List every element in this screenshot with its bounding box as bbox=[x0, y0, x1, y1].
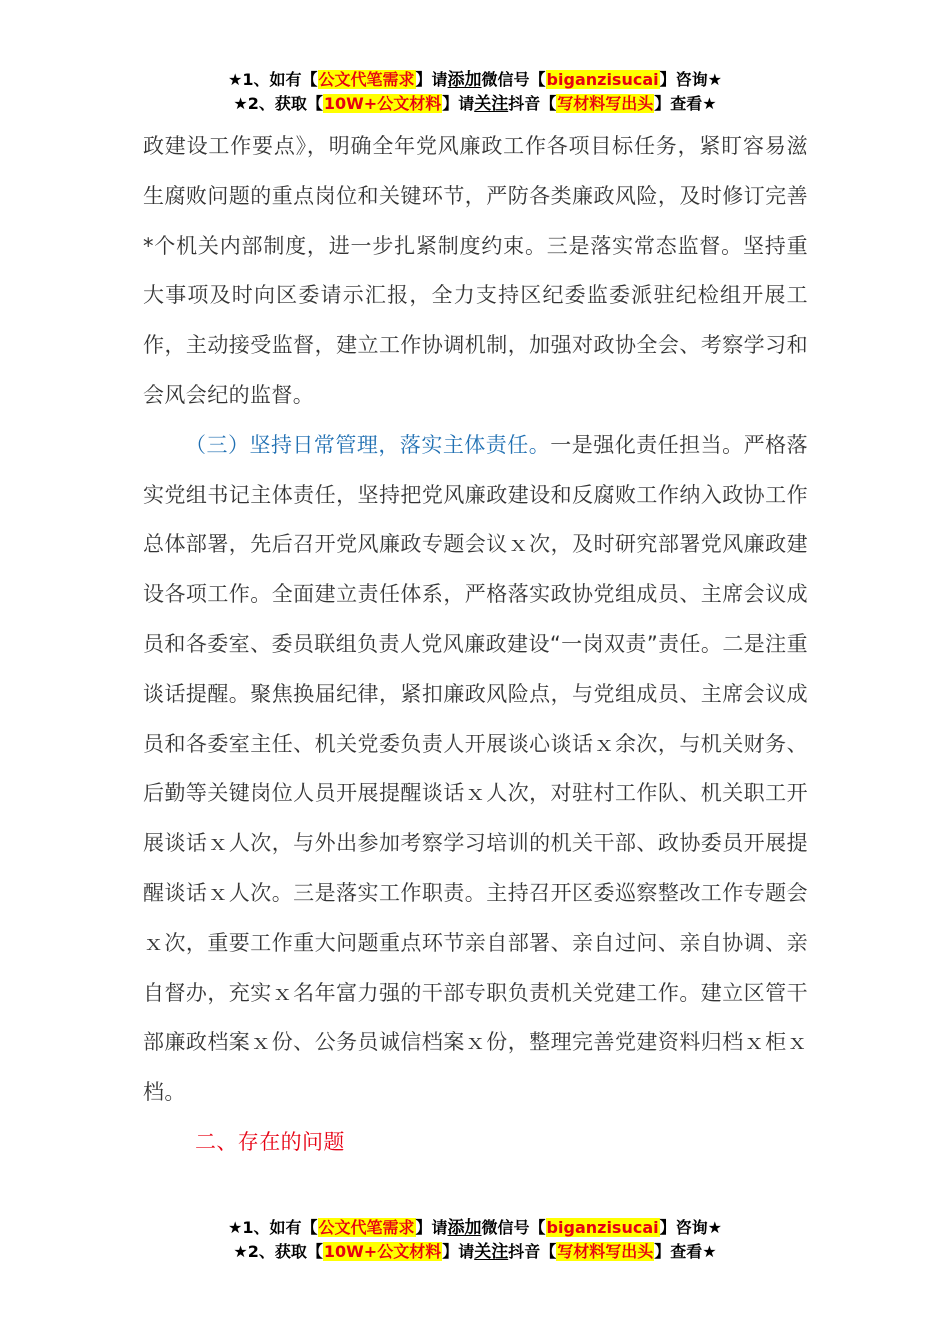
highlight-service: 公文代笔需求 bbox=[318, 70, 415, 89]
banner-line-2: ★2、获取【10W+公文材料】请关注抖音【写材料写出头】查看★ bbox=[233, 1242, 717, 1262]
subheading-section-three: （三）坚持日常管理，落实主体责任。 bbox=[185, 432, 551, 457]
section-heading-problems: 二、存在的问题 bbox=[195, 1129, 345, 1154]
highlight-wechat-id: biganzisucai bbox=[546, 1218, 659, 1237]
paragraph-section-three bbox=[143, 421, 808, 1118]
highlight-materials: 10W+公文材料 bbox=[323, 1242, 442, 1261]
paragraph-section-three-text: 一是强化责任担当。严格落实党组书记主体责任，坚持把党风廉政建设和反腐败工作纳入政协工作总体部署，先后召开党风廉政专题会议ｘ次，及时研究部署党风廉政建设各项工作。全面建立责任体系，严格落实政协党组成员、主席会议成员和各委室、委员联组负责人党风廉政建设“一岗双责”责任。二是注重谈话提醒。聚焦换届纪律，紧扣廉政风险点，与党组成员、主席会议成员和各委室主任、机关党委负责人开展谈心谈话ｘ余次，与机关财务、后勤等关键岗位人员开展提醒谈话ｘ人次，对驻村工作队、机关职工开展谈话ｘ人次，与外出参加考察学习培训的机关干部、政协委员开展提醒谈话ｘ人次。三是落实工作职责。主持召开区委巡察整改工作专题会ｘ次，重要工作重大问题重点环节亲自部署、亲自过问、亲自协调、亲自督办，充实ｘ名年富力强的干部专职负责机关党建工作。建立区管干部廉政档案ｘ份、公务员诚信档案ｘ份，整理完善党建资料归档ｘ柜ｘ档。 bbox=[143, 432, 808, 1105]
paragraph-continued: 政建设工作要点》，明确全年党风廉政工作各项目标任务，紧盯容易滋生腐败问题的重点岗位和关键环节，严防各类廉政风险，及时修订完善*个机关内部制度，进一步扎紧制度约束。三是落实常态监督。坚持重大事项及时向区委请示汇报，全力支持区纪委监委派驻纪检组开展工作，主动接受监督，建立工作协调机制，加强对政协全会、考察学习和会风会纪的监督。 bbox=[143, 134, 808, 407]
highlight-wechat-id: biganzisucai bbox=[546, 70, 659, 89]
highlight-douyin-account: 写材料写出头 bbox=[557, 94, 654, 113]
banner-line-2: ★2、获取【10W+公文材料】请关注抖音【写材料写出头】查看★ bbox=[233, 94, 717, 114]
banner-line-1: ★1、如有【公文代笔需求】请添加微信号【biganzisucai】咨询★ bbox=[228, 70, 722, 90]
bottom-banner bbox=[0, 1216, 950, 1264]
top-banner bbox=[0, 68, 950, 116]
banner-line-1: ★1、如有【公文代笔需求】请添加微信号【biganzisucai】咨询★ bbox=[228, 1218, 722, 1238]
highlight-douyin-account: 写材料写出头 bbox=[557, 1242, 654, 1261]
highlight-service: 公文代笔需求 bbox=[318, 1218, 415, 1237]
highlight-materials: 10W+公文材料 bbox=[323, 94, 442, 113]
document-body bbox=[143, 122, 808, 1168]
